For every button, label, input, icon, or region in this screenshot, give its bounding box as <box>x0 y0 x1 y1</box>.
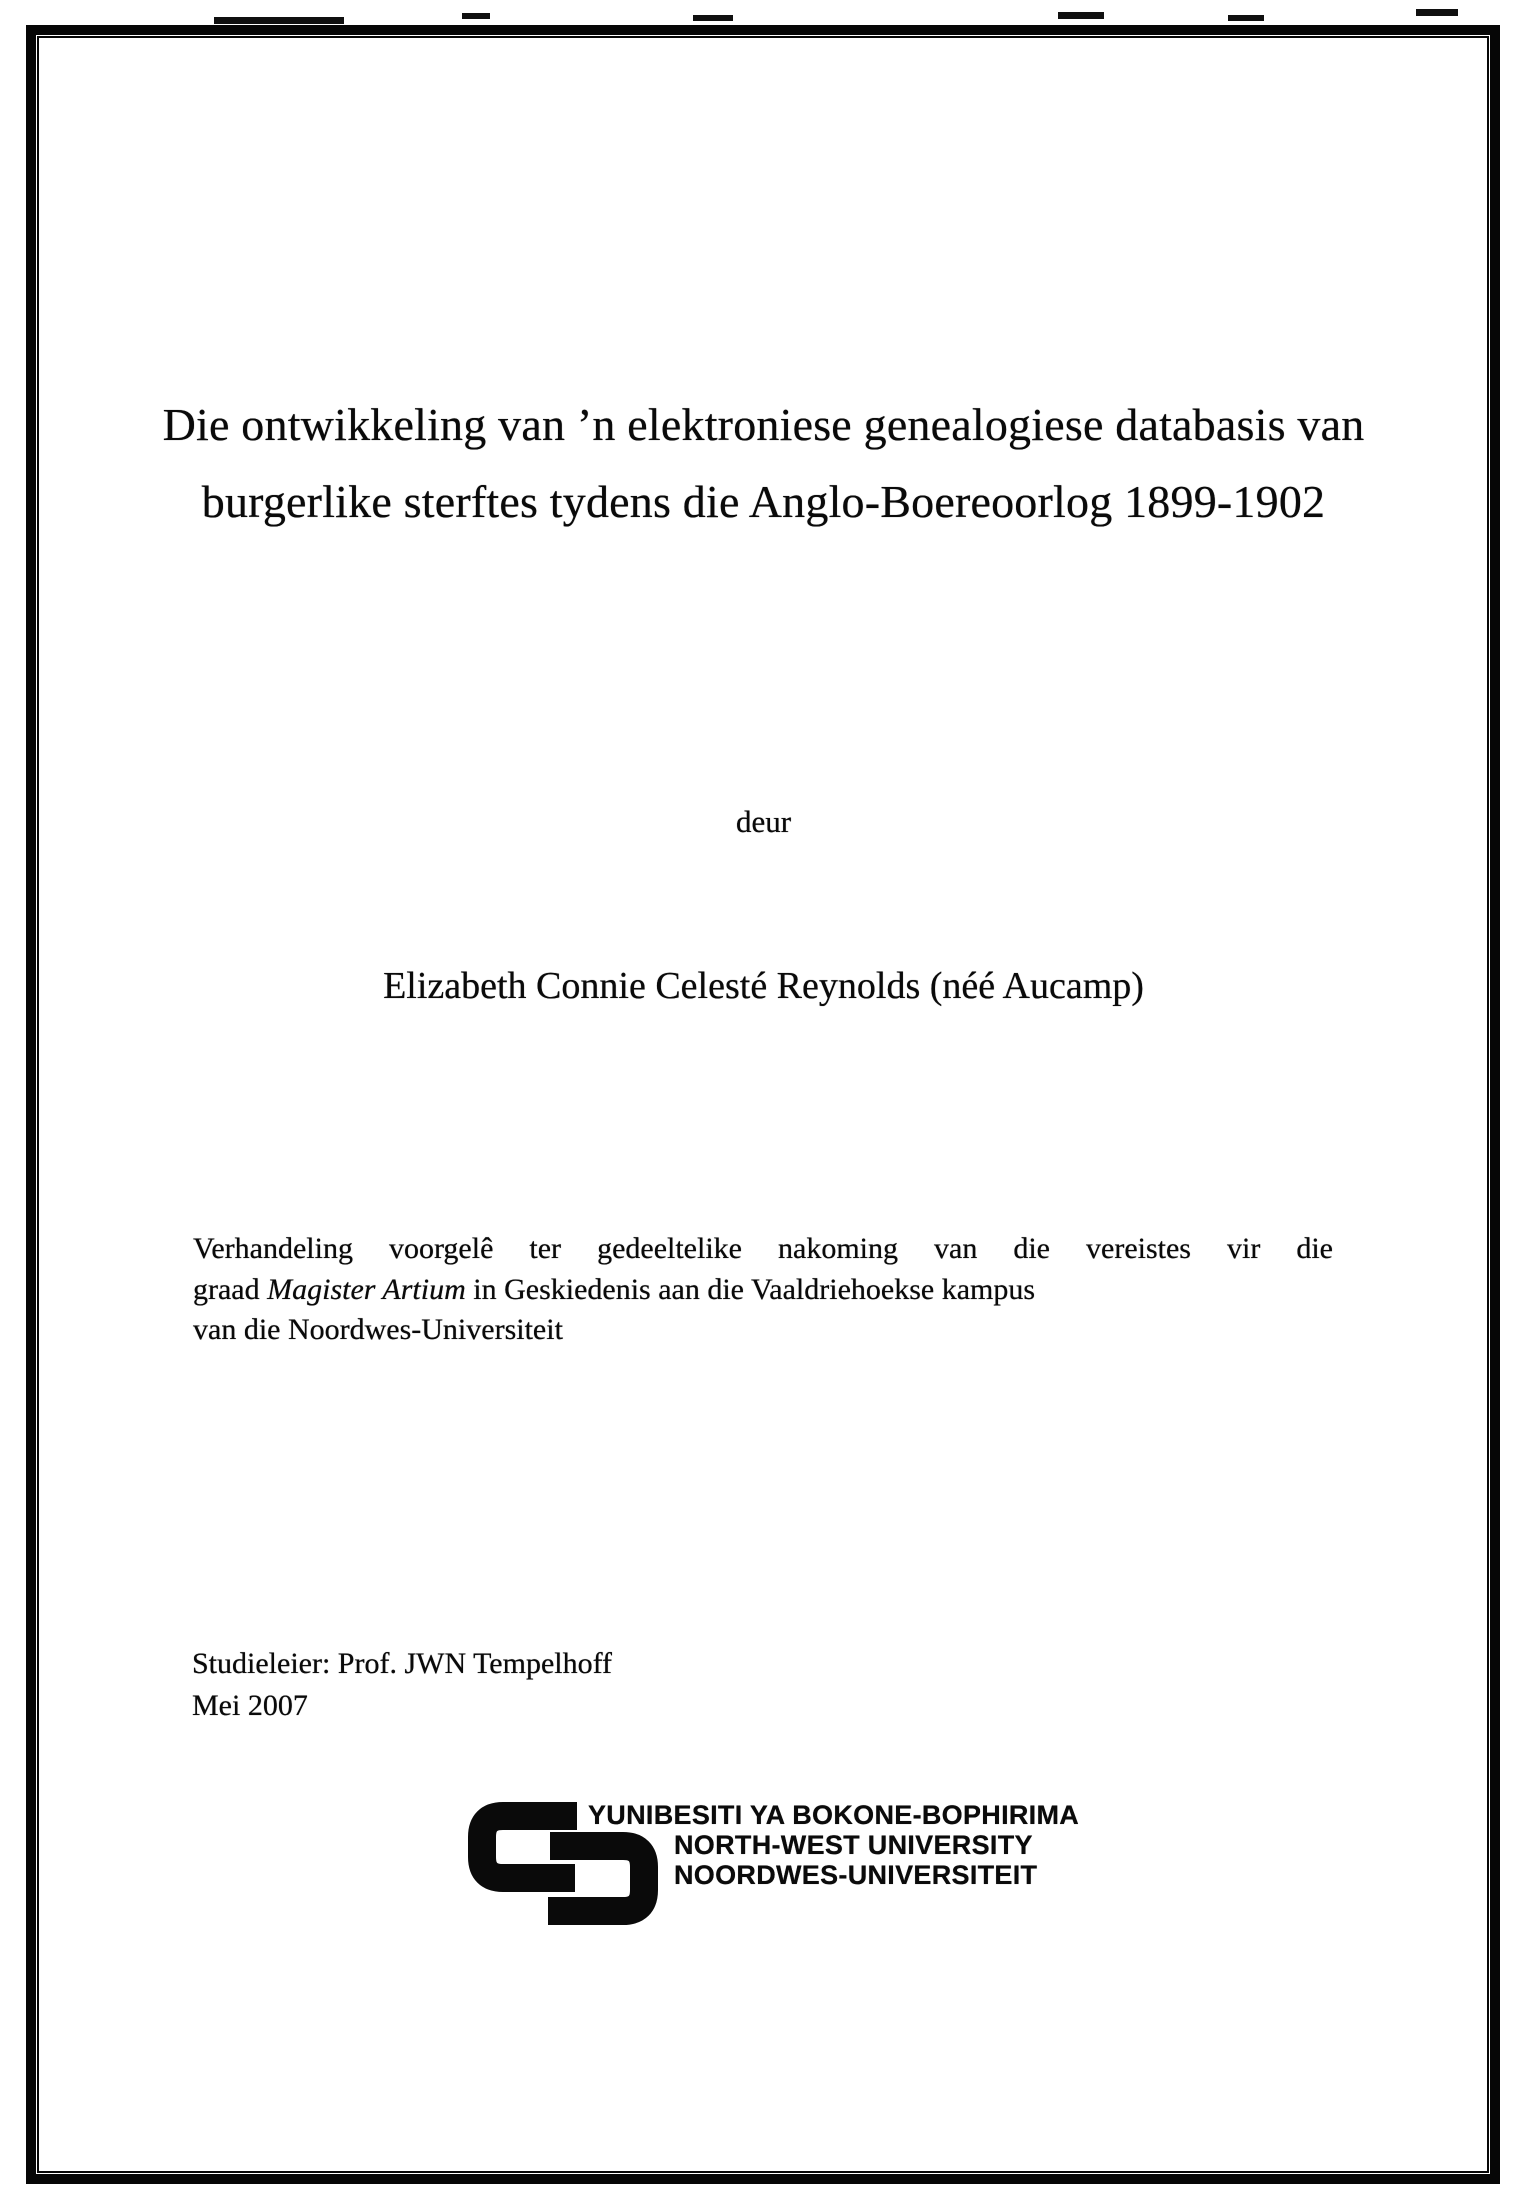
thesis-title <box>50 386 1477 540</box>
university-logo-text <box>588 1800 1079 1890</box>
statement-line-2 <box>193 1270 1333 1311</box>
scan-artifact <box>214 17 344 24</box>
thesis-title-line-1: Die ontwikkeling van ’n elektroniese genealogiese databasis van <box>162 399 1365 450</box>
statement-line-2-prefix: graad <box>193 1272 268 1306</box>
author-name: Elizabeth Connie Celesté Reynolds (néé Aucamp) <box>383 965 1144 1007</box>
supervisor-block <box>192 1643 612 1727</box>
date-line: Mei 2007 <box>192 1689 308 1722</box>
thesis-title-line-2: burgerlike sterftes tydens die Anglo-Boereoorlog 1899-1902 <box>201 476 1326 527</box>
university-logo <box>455 1795 1095 1935</box>
statement-line-3: van die Noordwes-Universiteit <box>193 1313 563 1346</box>
logo-text-setswana: YUNIBESITI YA BOKONE-BOPHIRIMA <box>588 1800 1080 1830</box>
logo-text-english: NORTH-WEST UNIVERSITY <box>674 1830 1033 1860</box>
scan-artifact <box>1228 15 1264 21</box>
byline-label: deur <box>735 804 792 839</box>
scan-artifact <box>693 15 733 21</box>
scan-artifact <box>1058 12 1104 19</box>
supervisor-line: Studieleier: Prof. JWN Tempelhoff <box>192 1647 613 1680</box>
scan-artifact <box>462 13 490 19</box>
statement-line-1: Verhandeling voorgelê ter gedeeltelike nakoming van die vereistes vir die <box>193 1232 1333 1265</box>
submission-statement <box>193 1229 1333 1351</box>
logo-text-afrikaans: NOORDWES-UNIVERSITEIT <box>674 1860 1038 1890</box>
statement-line-2-suffix: in Geskiedenis aan die Vaaldriehoekse kampus <box>465 1272 1036 1306</box>
scan-artifact <box>1416 9 1458 16</box>
degree-name-italic: Magister Artium <box>267 1272 466 1306</box>
